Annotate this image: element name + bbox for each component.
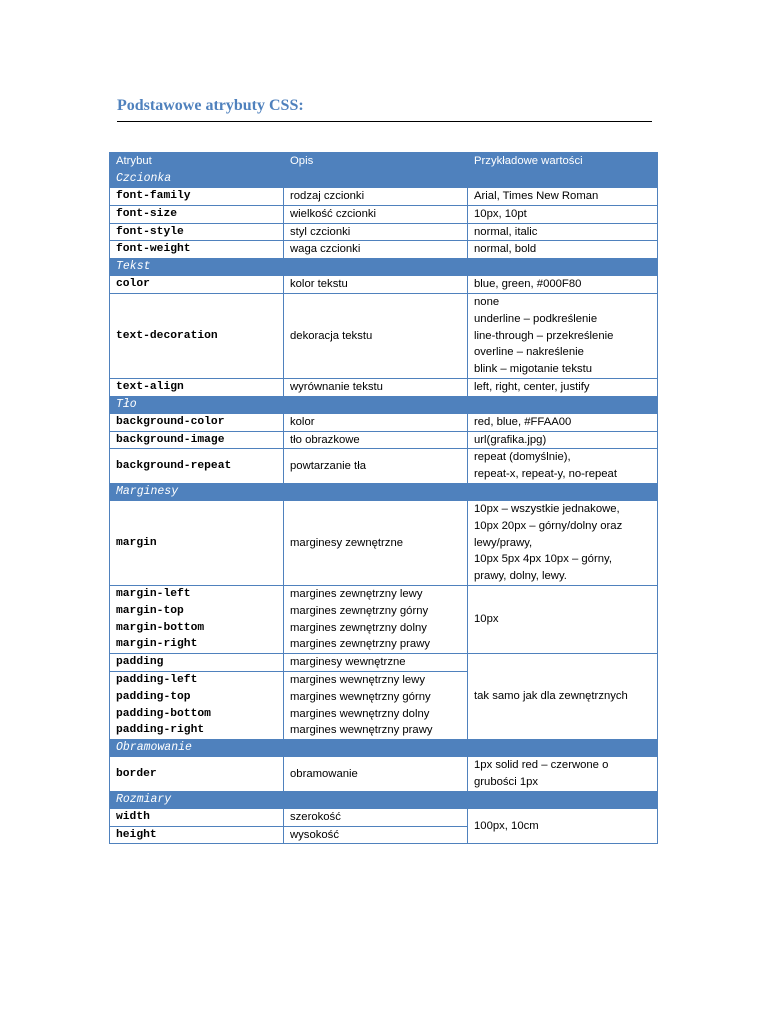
description-line: margines wewnętrzny lewy (290, 673, 425, 686)
attribute-name: padding (110, 654, 284, 672)
description-line: margines zewnętrzny dolny (290, 621, 427, 634)
attribute-values (468, 757, 658, 792)
page-title: Podstawowe atrybuty CSS: (117, 97, 304, 114)
table-row (110, 500, 658, 585)
attribute-values: url(grafika.jpg) (468, 431, 658, 449)
attribute-line: padding-top (116, 690, 191, 703)
attribute-values: normal, italic (468, 223, 658, 241)
section-label: Tekst (110, 259, 658, 276)
value-line: 10px – wszystkie jednakowe, (474, 502, 620, 515)
header-example-values: Przykładowe wartości (468, 153, 658, 171)
attribute-description: wyrównanie tekstu (284, 378, 468, 396)
table-row (110, 757, 658, 792)
attribute-name (110, 671, 284, 739)
attribute-description: marginesy zewnętrzne (284, 500, 468, 585)
attribute-name (110, 585, 284, 653)
value-line: lewy/prawy, (474, 536, 533, 549)
table-row (110, 413, 658, 431)
attribute-line: margin-top (116, 604, 184, 617)
attribute-name: font-size (110, 205, 284, 223)
section-label: Rozmiary (110, 791, 658, 808)
attribute-description: szerokość (284, 808, 468, 826)
attribute-name: margin (110, 500, 284, 585)
attribute-description: tło obrazkowe (284, 431, 468, 449)
description-line: margines wewnętrzny górny (290, 690, 431, 703)
attribute-description: dekoracja tekstu (284, 293, 468, 378)
section-row-margins (110, 483, 658, 500)
value-line: overline – nakreślenie (474, 346, 584, 359)
attribute-name: color (110, 276, 284, 294)
attribute-description: kolor tekstu (284, 276, 468, 294)
attribute-values: 10px, 10pt (468, 205, 658, 223)
attribute-values (468, 293, 658, 378)
attribute-description: kolor (284, 413, 468, 431)
attribute-name: width (110, 808, 284, 826)
table-row (110, 585, 658, 653)
section-label: Obramowanie (110, 740, 658, 757)
attribute-name: height (110, 826, 284, 844)
description-line: margines zewnętrzny górny (290, 604, 429, 617)
attribute-description (284, 585, 468, 653)
attribute-values: red, blue, #FFAA00 (468, 413, 658, 431)
value-line: underline – podkreślenie (474, 312, 598, 325)
attribute-values (468, 500, 658, 585)
attribute-values: 100px, 10cm (468, 808, 658, 844)
section-row-size (110, 791, 658, 808)
attribute-description: rodzaj czcionki (284, 188, 468, 206)
attribute-values: left, right, center, justify (468, 378, 658, 396)
attribute-values: Arial, Times New Roman (468, 188, 658, 206)
value-line: repeat-x, repeat-y, no-repeat (474, 468, 617, 481)
attribute-name: background-image (110, 431, 284, 449)
table-row (110, 378, 658, 396)
table-row (110, 223, 658, 241)
value-line: repeat (domyślnie), (474, 451, 571, 464)
attribute-description: marginesy wewnętrzne (284, 654, 468, 672)
section-row-text (110, 259, 658, 276)
attribute-name: font-family (110, 188, 284, 206)
attribute-line: padding-left (116, 673, 198, 686)
attribute-name: font-weight (110, 241, 284, 259)
value-line: 1px solid red – czerwone o (474, 759, 609, 772)
attribute-line: margin-right (116, 638, 198, 651)
attribute-name: border (110, 757, 284, 792)
section-row-font (110, 171, 658, 188)
table-row (110, 241, 658, 259)
value-line: prawy, dolny, lewy. (474, 570, 567, 583)
attribute-description: styl czcionki (284, 223, 468, 241)
table-row (110, 293, 658, 378)
table-row (110, 449, 658, 484)
attribute-values: 10px (468, 585, 658, 653)
attribute-name: font-style (110, 223, 284, 241)
value-line: 10px 20px – górny/dolny oraz (474, 519, 623, 532)
table-row (110, 431, 658, 449)
attribute-description (284, 671, 468, 739)
attribute-line: padding-bottom (116, 707, 211, 720)
attribute-line: margin-bottom (116, 621, 205, 634)
table-row (110, 205, 658, 223)
section-label: Marginesy (110, 483, 658, 500)
attribute-line: margin-left (116, 587, 191, 600)
attribute-values: normal, bold (468, 241, 658, 259)
attribute-values: tak samo jak dla zewnętrznych (468, 654, 658, 740)
title-divider (117, 121, 652, 122)
attribute-description: waga czcionki (284, 241, 468, 259)
header-attribute: Atrybut (110, 153, 284, 171)
description-line: margines zewnętrzny prawy (290, 638, 431, 651)
section-row-border (110, 740, 658, 757)
table-header-row (110, 153, 658, 171)
section-row-background (110, 396, 658, 413)
value-line: line-through – przekreślenie (474, 329, 614, 342)
attribute-description: obramowanie (284, 757, 468, 792)
attribute-name: text-align (110, 378, 284, 396)
section-label: Tło (110, 396, 658, 413)
table-row (110, 808, 658, 826)
attribute-line: padding-right (116, 724, 205, 737)
attribute-description: wielkość czcionki (284, 205, 468, 223)
attribute-name: text-decoration (110, 293, 284, 378)
description-line: margines wewnętrzny prawy (290, 724, 433, 737)
attribute-description: powtarzanie tła (284, 449, 468, 484)
attribute-name: background-color (110, 413, 284, 431)
table-row (110, 654, 658, 672)
value-line: none (474, 295, 500, 308)
description-line: margines zewnętrzny lewy (290, 587, 423, 600)
value-line: grubości 1px (474, 775, 539, 788)
attribute-values (468, 449, 658, 484)
attribute-name: background-repeat (110, 449, 284, 484)
attribute-description: wysokość (284, 826, 468, 844)
header-description: Opis (284, 153, 468, 171)
value-line: 10px 5px 4px 10px – górny, (474, 553, 612, 566)
section-label: Czcionka (110, 171, 658, 188)
attribute-values: blue, green, #000F80 (468, 276, 658, 294)
description-line: margines wewnętrzny dolny (290, 707, 430, 720)
table-row (110, 276, 658, 294)
css-attributes-table (109, 152, 658, 844)
value-line: blink – migotanie tekstu (474, 363, 593, 376)
table-row (110, 188, 658, 206)
